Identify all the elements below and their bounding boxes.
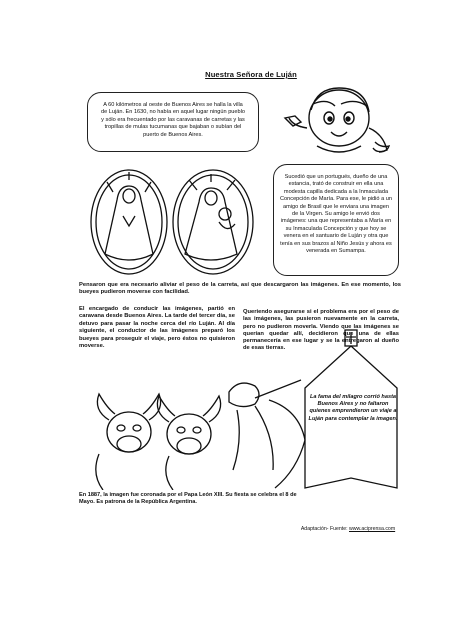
credit-label: Adaptación- Fuente: bbox=[300, 526, 350, 532]
intro-text: A 60 kilómetros al oeste de Buenos Aires se halla la villa de Luján. En 1630, no había en aquel lugar ningún pueblo y sólo era frecuentado por las caravanas de carretas y las tropillas de mulas tucumanas que bajaban o subían del puerto de Buenos Aires. bbox=[100, 102, 245, 138]
girl-character-illustration bbox=[277, 78, 401, 164]
worksheet-page bbox=[79, 68, 399, 543]
story-text: Sucedió que un portugués, dueño de una estancia, trató de construir en ella una modesta capilla dedicada a la Inmaculada Concepción de María. Para ese, le pidió a un amigo de Brasil que le enviara una imagen de la Virgen. Su amigo le envió dos imágenes: una que representaba a María en su Inmaculada Concepción y que hoy se venera en el santuario de Luján y otra que tenía en sus brazos al Niño Jesús y ahora es venerada en Sumampa. bbox=[280, 174, 392, 255]
paragraph-unload: Pensaron que era necesario aliviar el peso de la carreta, así que descargaron las imágenes. En ese momento, los bueyes pudieron moverse con facilidad. bbox=[79, 282, 401, 296]
source-credit bbox=[293, 526, 403, 532]
page-title: Nuestra Señora de Luján bbox=[205, 70, 297, 79]
story-scroll bbox=[273, 164, 399, 276]
paragraph-caravan-box bbox=[79, 306, 235, 366]
intro-scroll bbox=[87, 92, 259, 152]
paragraph-decision: Queriendo asegurarse si el problema era por el peso de las imágenes, las pusieron nuevamente en la carreta, pero no pudieron moverla. Viendo que las imágenes se querían quedar allí, decidieron que una de ellas permanecería en ese lugar y se la entregaron al dueño de esas tierras. bbox=[243, 309, 399, 352]
coronation-caption: En 1887, la imagen fue coronada por el Papa León XIII. Su fiesta se celebra el 8 de Mayo. Es patrona de la República Argentina. bbox=[79, 492, 297, 505]
virgin-images-illustration bbox=[83, 166, 273, 278]
credit-link[interactable]: www.aciprensa.com bbox=[349, 526, 396, 532]
fame-text: La fama del milagro corrió hasta Buenos Aires y no faltaron quienes emprendieron un viaje a Luján para contemplar la imagen. bbox=[308, 394, 398, 422]
paragraph-caravan: El encargado de conducir las imágenes, partió en caravana desde Buenos Aires. La tarde del tercer día, se detuvo para pasar la noche cerca del río Luján. Al día siguiente, el conductor de las imágenes preparó los bueyes para proseguir el viaje, pero éstos no quisieron moverse. bbox=[79, 306, 235, 350]
oxen-cart-illustration bbox=[79, 370, 309, 490]
